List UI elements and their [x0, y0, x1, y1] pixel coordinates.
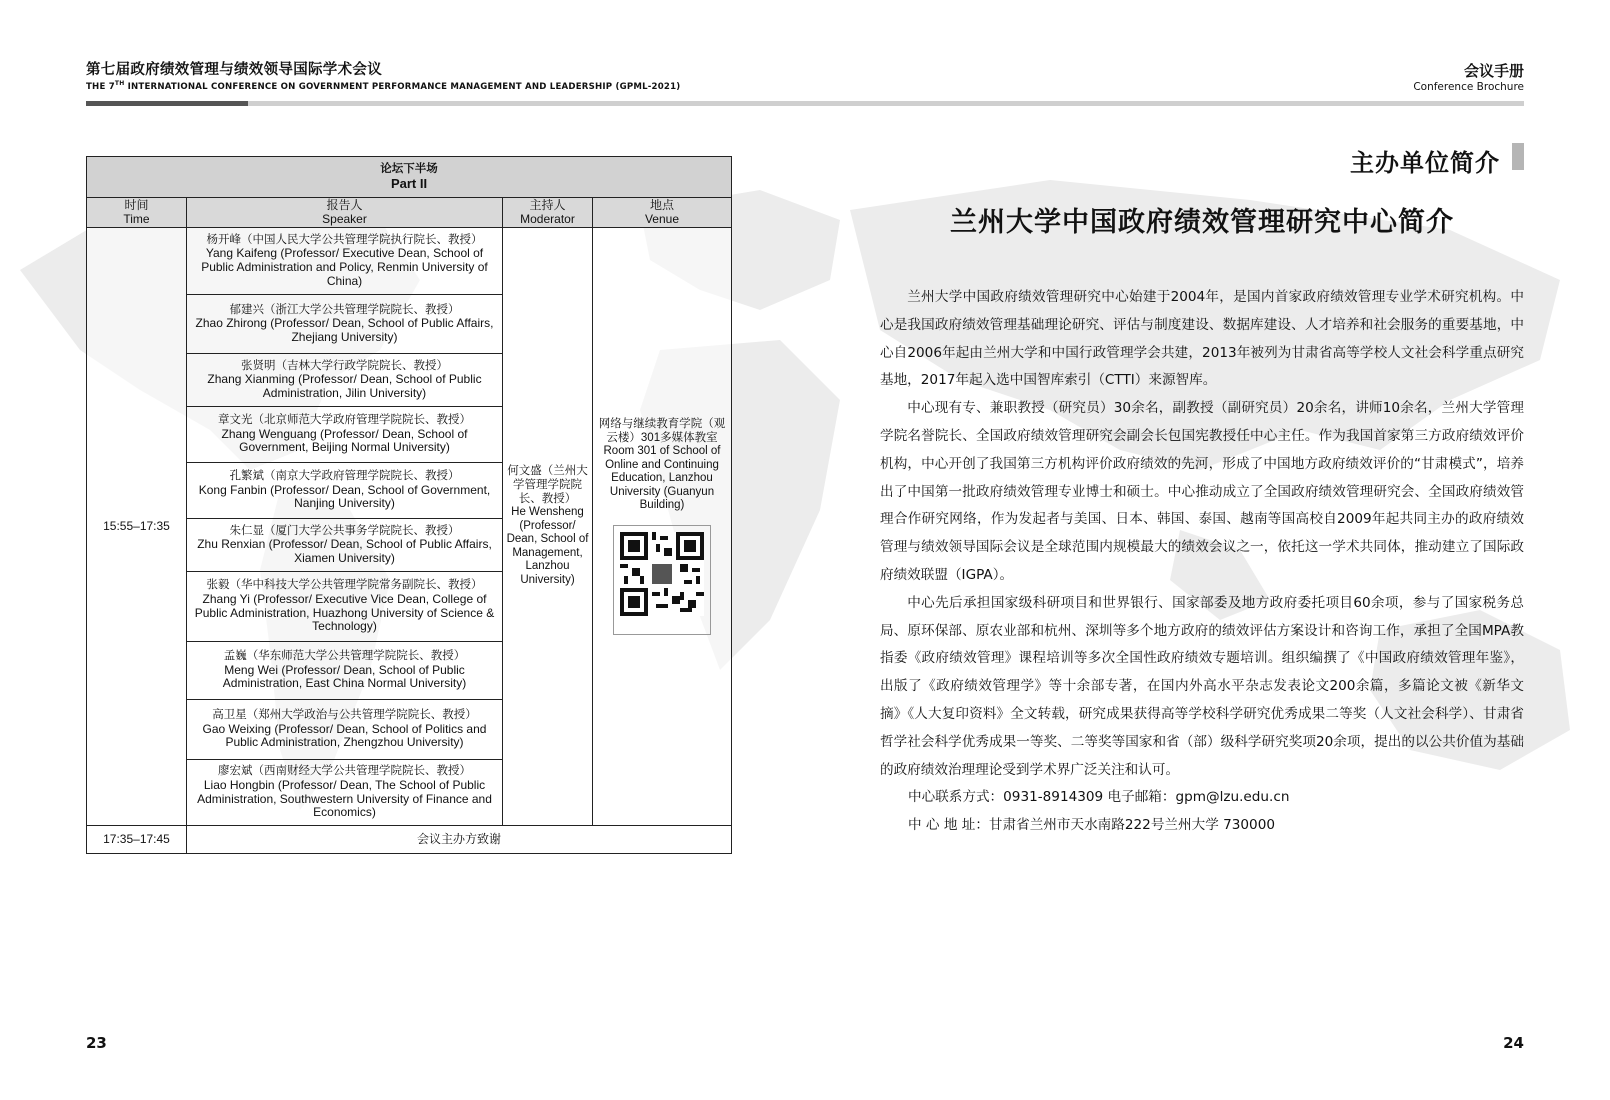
closing-time-cell: 17:35–17:45	[87, 826, 187, 854]
conference-subtitle: THE 7TH INTERNATIONAL CONFERENCE ON GOVERNMENT PERFORMANCE MANAGEMENT AND LEADERSHIP (GPML-2021)	[86, 80, 681, 92]
page-number-right: 24	[1503, 1034, 1524, 1052]
column-header-time: 时间 Time	[87, 198, 187, 228]
column-header-speaker: 报告人 Speaker	[187, 198, 503, 228]
qr-code	[613, 525, 711, 635]
qr-code-icon	[620, 532, 704, 616]
conference-title: 第七届政府绩效管理与绩效领导国际学术会议	[86, 62, 382, 78]
speaker-cell: 郁建兴（浙江大学公共管理学院院长、教授） Zhao Zhirong (Professor/ Dean, School of Public Affairs, Zhejiang University)	[187, 295, 503, 354]
brochure-title: 会议手册	[1463, 62, 1524, 80]
part-header: 论坛下半场 Part II	[87, 157, 732, 198]
venue-cell: 网络与继续教育学院（观云楼）301多媒体教室 Room 301 of School of Online and Continuing Education, Lanzhou University (Guanyun Building)	[593, 228, 732, 826]
section-title: 主办单位简介	[1350, 149, 1500, 177]
speaker-cell: 廖宏斌（西南财经大学公共管理学院院长、教授） Liao Hongbin (Professor/ Dean, The School of Public Administration, Southwestern University of Finance and Economics)	[187, 760, 503, 826]
closing-text-cell: 会议主办方致谢	[187, 826, 732, 854]
speaker-cell: 杨开峰（中国人民大学公共管理学院执行院长、教授） Yang Kaifeng (Professor/ Executive Dean, School of Public Administration and Policy, Renmin University of China)	[187, 228, 503, 295]
contact-info: 中心联系方式：0931-8914309 电子邮箱：gpm@lzu.edu.cn	[908, 789, 1290, 805]
address-info: 中 心 地 址：甘肃省兰州市天水南路222号兰州大学 730000	[908, 817, 1275, 833]
paragraph: 中心现有专、兼职教授（研究员）30余名，副教授（副研究员）20余名，讲师10余名，兰州大学管理学院名誉院长、全国政府绩效管理研究会副会长包国宪教授任中心主任。作为我国首家第三方政府绩效评价机构，中心开创了我国第三方机构评价政府绩效的先河，形成了中国地方政府绩效评价的“甘肃模式”，培养出了中国第一批政府绩效管理专业博士和硕士。中心推动成立了全国政府绩效管理研究会、全国政府绩效管理合作研究网络，作为发起者与美国、日本、韩国、泰国、越南等国高校自2009年起共同主办的政府绩效管理与绩效领导国际会议是全球范围内规模最大的绩效会议之一，依托这一学术共同体，推动建立了国际政府绩效联盟（IGPA）。	[880, 400, 1524, 583]
speaker-cell: 孔繁斌（南京大学政府管理学院院长、教授） Kong Fanbin (Professor/ Dean, School of Government, Nanjing University)	[187, 463, 503, 519]
header-rule	[86, 101, 1524, 106]
article-body	[880, 284, 1524, 784]
page-number-left: 23	[86, 1034, 107, 1052]
article-title: 兰州大学中国政府绩效管理研究中心简介	[950, 207, 1454, 238]
column-header-venue: 地点 Venue	[593, 198, 732, 228]
speaker-cell: 孟巍（华东师范大学公共管理学院院长、教授） Meng Wei (Professor/ Dean, School of Public Administration, East China Normal University)	[187, 642, 503, 700]
moderator-cell: 何文盛（兰州大学管理学院院长、教授） He Wensheng (Professor/ Dean, School of Management, Lanzhou University)	[503, 228, 593, 826]
column-header-moderator: 主持人 Moderator	[503, 198, 593, 228]
speaker-cell: 朱仁显（厦门大学公共事务学院院长、教授） Zhu Renxian (Professor/ Dean, School of Public Affairs, Xiamen University)	[187, 519, 503, 572]
session-time-cell: 15:55–17:35	[87, 228, 187, 826]
speaker-cell: 章文光（北京师范大学政府管理学院院长、教授） Zhang Wenguang (Professor/ Dean, School of Government, Beijing Normal University)	[187, 407, 503, 463]
schedule-table	[86, 156, 732, 854]
speaker-cell: 张毅（华中科技大学公共管理学院常务副院长、教授） Zhang Yi (Professor/ Executive Vice Dean, College of Public Administration, Huazhong University of Science & Technology)	[187, 572, 503, 642]
brochure-subtitle: Conference Brochure	[1413, 81, 1524, 93]
paragraph: 兰州大学中国政府绩效管理研究中心始建于2004年，是国内首家政府绩效管理专业学术研究机构。中心是我国政府绩效管理基础理论研究、评估与制度建设、数据库建设、人才培养和社会服务的重要基地，中心自2006年起由兰州大学和中国行政管理学会共建，2013年被列为甘肃省高等学校人文社会科学重点研究基地，2017年起入选中国智库索引（CTTI）来源智库。	[880, 289, 1524, 389]
speaker-cell: 高卫星（郑州大学政治与公共管理学院院长、教授） Gao Weixing (Professor/ Dean, School of Politics and Public Administration, Zhengzhou University)	[187, 700, 503, 760]
section-title-bar	[1512, 143, 1524, 170]
speaker-cell: 张贤明（吉林大学行政学院院长、教授） Zhang Xianming (Professor/ Dean, School of Public Administration, Jilin University)	[187, 354, 503, 407]
paragraph: 中心先后承担国家级科研项目和世界银行、国家部委及地方政府委托项目60余项，参与了国家税务总局、原环保部、原农业部和杭州、深圳等多个地方政府的绩效评估方案设计和咨询工作，承担了全国MPA教指委《政府绩效管理》课程培训等多次全国性政府绩效专题培训。组织编撰了《中国政府绩效管理年鉴》，出版了《政府绩效管理学》等十余部专著，在国内外高水平杂志发表论文200余篇，多篇论文被《新华文摘》《人大复印资料》全文转载，研究成果获得高等学校科学研究优秀成果二等奖（人文社会科学）、甘肃省哲学社会科学优秀成果一等奖、二等奖等国家和省（部）级科学研究奖项20余项，提出的以公共价值为基础的政府绩效治理理论受到学术界广泛关注和认可。	[880, 594, 1524, 778]
header-rule-accent	[86, 101, 248, 106]
